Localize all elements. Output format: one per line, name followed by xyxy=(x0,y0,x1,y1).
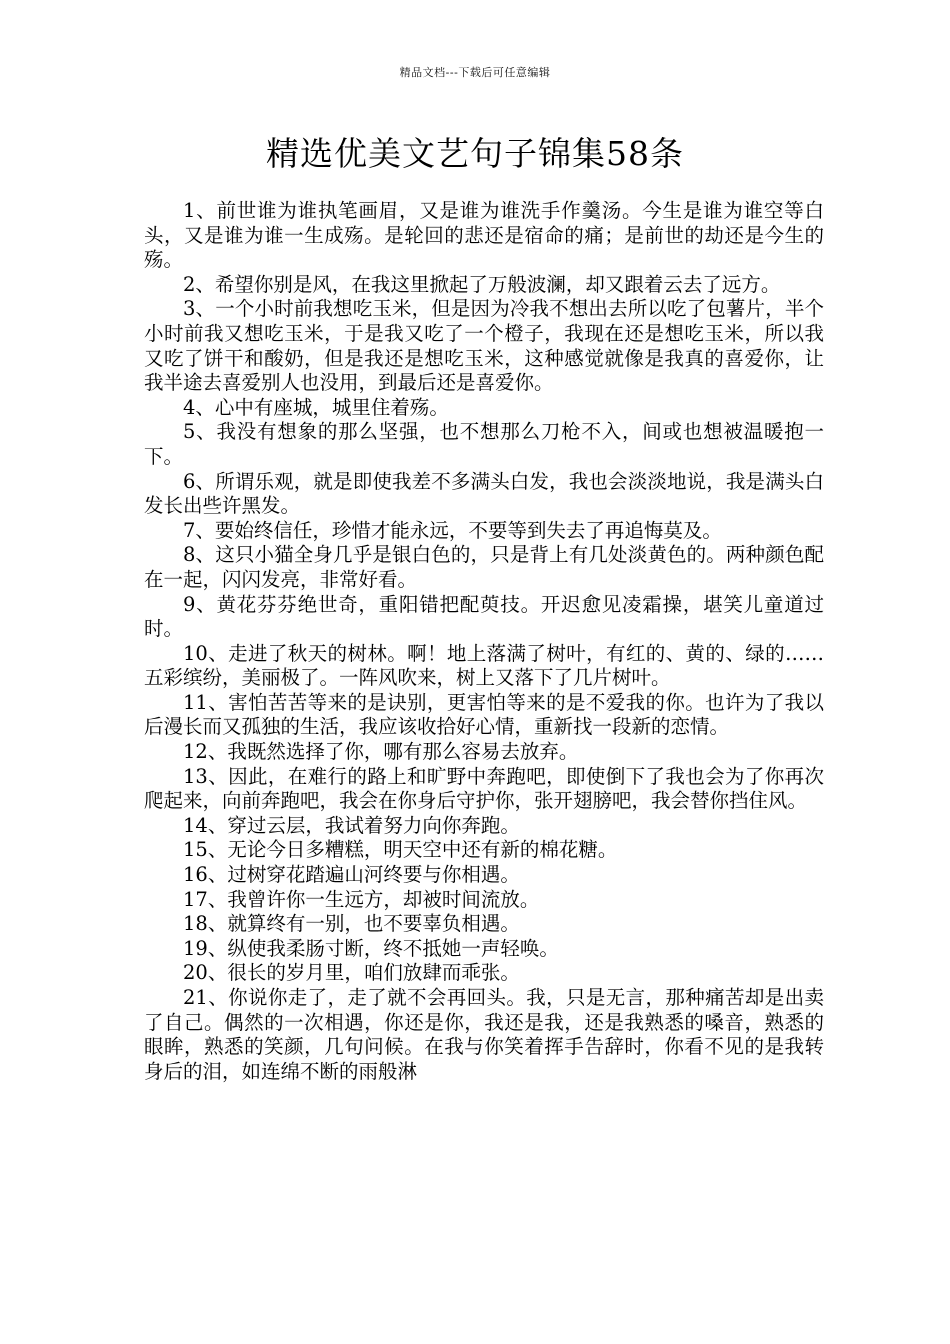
paragraph-16: 16、过树穿花踏遍山河终要与你相遇。 xyxy=(183,863,520,887)
document-body xyxy=(144,199,824,1084)
paragraph-4: 4、心中有座城，城里住着殇。 xyxy=(183,395,449,419)
paragraph-10: 10、走进了秋天的树林。啊！地上落满了树叶，有红的、黄的、绿的……五彩缤纷，美丽极了。一阵风吹来，树上又落下了几片树叶。 xyxy=(144,641,824,690)
paragraph-9: 9、黄花芬芬绝世奇，重阳错把配萸技。开迟愈见凌霜操，堪笑儿童道过时。 xyxy=(144,592,824,641)
paragraph-15: 15、无论今日多糟糕，明天空中还有新的棉花糖。 xyxy=(183,838,618,862)
paragraph-8: 8、这只小猫全身几乎是银白色的，只是背上有几处淡黄色的。两种颜色配在一起，闪闪发亮，非常好看。 xyxy=(144,543,824,591)
paragraph-17: 17、我曾许你一生远方，却被时间流放。 xyxy=(183,887,540,911)
paragraph-13: 13、因此，在难行的路上和旷野中奔跑吧，即使倒下了我也会为了你再次爬起来，向前奔跑吧，我会在你身后守护你，张开翅膀吧，我会替你挡住风。 xyxy=(144,764,824,813)
paragraph-6: 6、所谓乐观，就是即使我差不多满头白发，我也会淡淡地说，我是满头白发长出些许黑发。 xyxy=(144,469,824,518)
paragraph-18: 18、就算终有一别，也不要辜负相遇。 xyxy=(183,912,520,936)
paragraph-20: 20、很长的岁月里，咱们放肆而乖张。 xyxy=(183,961,520,985)
paragraph-5: 5、我没有想象的那么坚强，也不想那么刀枪不入，间或也想被温暖抱一下。 xyxy=(144,420,824,468)
paragraph-19: 19、纵使我柔肠寸断，终不抵她一声轻唤。 xyxy=(183,936,559,960)
paragraph-21: 21、你说你走了，走了就不会再回头。我，只是无言，那种痛苦却是出卖了自己。偶然的一次相遇，你还是你，我还是我，还是我熟悉的嗓音，熟悉的眼眸，熟悉的笑颜，几句问候。在我与你笑着挥手告辞时，你看不见的是我转身后的泪，如连绵不断的雨般淋 xyxy=(144,986,824,1083)
paragraph-14: 14、穿过云层，我试着努力向你奔跑。 xyxy=(183,813,520,837)
document-title: 精选优美文艺句子锦集58条 xyxy=(266,134,684,173)
paragraph-3: 3、一个小时前我想吃玉米，但是因为冷我不想出去所以吃了包薯片，半个小时前我又想吃玉米，于是我又吃了一个橙子，我现在还是想吃玉米，所以我又吃了饼干和酸奶，但是我还是想吃玉米，这种感觉就像是我真的喜爱你，让我半途去喜爱别人也没用，到最后还是喜爱你。 xyxy=(144,297,824,395)
paragraph-7: 7、要始终信任，珍惜才能永远，不要等到失去了再追悔莫及。 xyxy=(183,518,722,542)
paragraph-1: 1、前世谁为谁执笔画眉，又是谁为谁洗手作羹汤。今生是谁为谁空等白头，又是谁为谁一生成殇。是轮回的悲还是宿命的痛；是前世的劫还是今生的殇。 xyxy=(144,199,824,272)
paragraph-2: 2、希望你别是风，在我这里掀起了万般波澜，却又跟着云去了远方。 xyxy=(183,272,781,296)
page-header-watermark: 精品文档---下载后可任意编辑 xyxy=(399,66,551,79)
paragraph-11: 11、害怕苦苦等来的是诀别，更害怕等来的是不爱我的你。也许为了我以后漫长而又孤独的生活，我应该收拾好心情，重新找一段新的恋情。 xyxy=(144,690,824,739)
paragraph-12: 12、我既然选择了你，哪有那么容易去放弃。 xyxy=(183,740,579,764)
